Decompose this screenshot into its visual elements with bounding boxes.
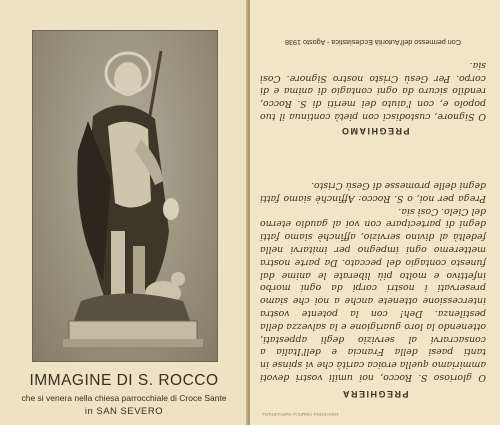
- card-subtitle: che si venera nella chiesa parrocchiale di Croce Sante: [21, 393, 227, 403]
- card-location: in SAN SEVERO: [84, 406, 164, 417]
- printer-info: INDUSTRIA GRAFICA NAPOLETANA: [262, 412, 339, 417]
- statue-illustration: [33, 31, 217, 361]
- prayer-main-text: O glorioso S. Rocco, noi umili vostri devoti ammiriamo quella eroica carità che vi spinse in tanti paesi della Francia e dell'Italia a consacrarvi al servizio degli appestati, ottenendo la loro guarigione e la salvezza della pestilenza. Deh! con la potente vostra intercessione ottenete anche a noi che siamo preservati i nostri corpi da ogni morbo infettivo e molto più liberate le anime dal funesto contagio del peccato. Da parte nostra metteremo ogni impegno per imitarvi nella fedeltà al divino servizio, affinchè siamo fatti degni di partecipare con voi al gaudio eterno del Cielo. Così sia.: [260, 205, 486, 383]
- prayer-ending: Prega per noi, o S. Rocco: Affinchè siamo fatti degni delle promesse di Gesù Cristo.: [260, 180, 486, 204]
- imprimatur-line: Con permesso dell'Autorità Ecclesiastica - Agosto 1938: [285, 38, 461, 47]
- holy-card-back: [250, 0, 500, 425]
- card-title: IMMAGINE DI S. ROCCO: [29, 372, 219, 389]
- second-prayer-title: PREGHIAMO: [340, 126, 410, 136]
- second-prayer-body: O Signore, custodisci con pietà continua il tuo popolo e, con l'aiuto dei meriti di S. Rocco, rendilo sicuro da ogni contagio di anima e di corpo. Per Gesù Cristo nostro Signore. Così sia.: [260, 59, 486, 122]
- holy-card-front: [0, 0, 248, 425]
- prayer-body: [260, 178, 486, 383]
- saint-rocco-statue-photo: [32, 30, 218, 362]
- upside-down-text-block: [250, 0, 500, 425]
- prayer-title: PREGHIERA: [341, 389, 409, 399]
